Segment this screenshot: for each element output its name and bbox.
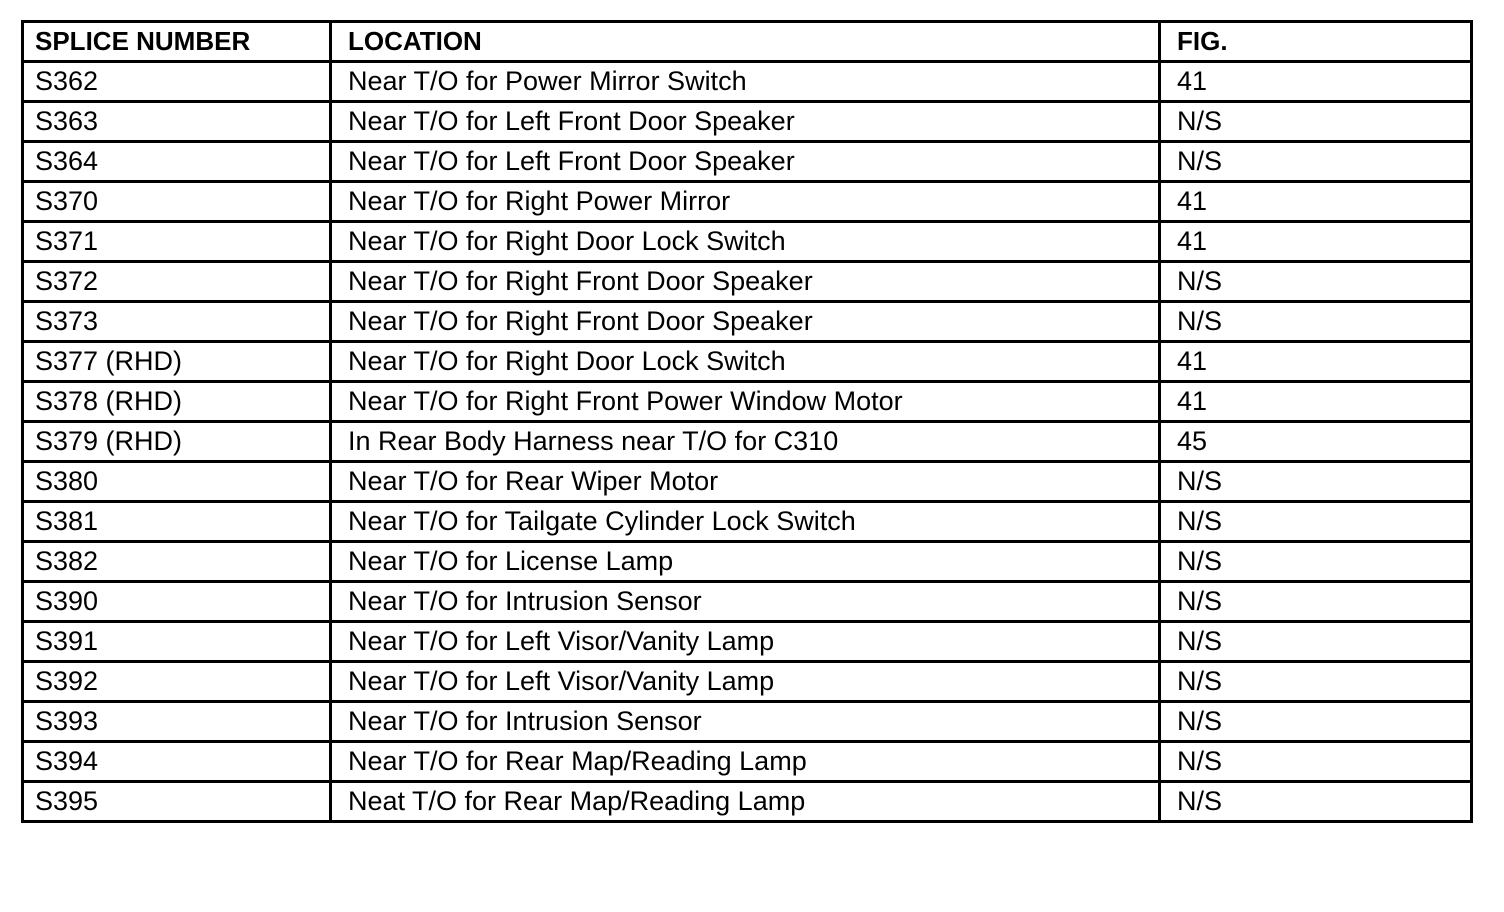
location-cell: Near T/O for Left Front Door Speaker bbox=[331, 102, 1160, 142]
splice-number-cell: S377 (RHD) bbox=[23, 342, 331, 382]
splice-number-cell: S381 bbox=[23, 502, 331, 542]
fig-cell: N/S bbox=[1160, 462, 1472, 502]
table-row bbox=[23, 542, 1472, 582]
table-row bbox=[23, 782, 1472, 822]
table-row bbox=[23, 702, 1472, 742]
table-row bbox=[23, 742, 1472, 782]
fig-cell: 41 bbox=[1160, 382, 1472, 422]
fig-cell: N/S bbox=[1160, 782, 1472, 822]
splice-number-cell: S363 bbox=[23, 102, 331, 142]
table-row bbox=[23, 582, 1472, 622]
fig-cell: N/S bbox=[1160, 502, 1472, 542]
table-row bbox=[23, 342, 1472, 382]
fig-cell: 41 bbox=[1160, 62, 1472, 102]
location-cell: Near T/O for Left Visor/Vanity Lamp bbox=[331, 622, 1160, 662]
location-cell: Near T/O for Right Door Lock Switch bbox=[331, 342, 1160, 382]
location-cell: Near T/O for Left Visor/Vanity Lamp bbox=[331, 662, 1160, 702]
splice-number-cell: S390 bbox=[23, 582, 331, 622]
header-location: LOCATION bbox=[331, 22, 1160, 62]
table-header-row bbox=[23, 22, 1472, 62]
splice-number-cell: S378 (RHD) bbox=[23, 382, 331, 422]
splice-number-cell: S393 bbox=[23, 702, 331, 742]
location-cell: Near T/O for Tailgate Cylinder Lock Switch bbox=[331, 502, 1160, 542]
table-row bbox=[23, 222, 1472, 262]
table-row bbox=[23, 262, 1472, 302]
splice-number-cell: S394 bbox=[23, 742, 331, 782]
table-row bbox=[23, 102, 1472, 142]
location-cell: Near T/O for Rear Wiper Motor bbox=[331, 462, 1160, 502]
table-row bbox=[23, 182, 1472, 222]
location-cell: Near T/O for Right Front Power Window Motor bbox=[331, 382, 1160, 422]
fig-cell: N/S bbox=[1160, 622, 1472, 662]
table-row bbox=[23, 422, 1472, 462]
location-cell: Near T/O for Right Front Door Speaker bbox=[331, 302, 1160, 342]
table-row bbox=[23, 142, 1472, 182]
location-cell: Near T/O for Intrusion Sensor bbox=[331, 582, 1160, 622]
table-row bbox=[23, 502, 1472, 542]
fig-cell: 41 bbox=[1160, 222, 1472, 262]
fig-cell: 41 bbox=[1160, 182, 1472, 222]
location-cell: Neat T/O for Rear Map/Reading Lamp bbox=[331, 782, 1160, 822]
fig-cell: N/S bbox=[1160, 662, 1472, 702]
fig-cell: N/S bbox=[1160, 262, 1472, 302]
location-cell: Near T/O for Right Front Door Speaker bbox=[331, 262, 1160, 302]
location-cell: In Rear Body Harness near T/O for C310 bbox=[331, 422, 1160, 462]
location-cell: Near T/O for Power Mirror Switch bbox=[331, 62, 1160, 102]
header-splice-number: SPLICE NUMBER bbox=[23, 22, 331, 62]
splice-number-cell: S392 bbox=[23, 662, 331, 702]
table-row bbox=[23, 622, 1472, 662]
fig-cell: N/S bbox=[1160, 742, 1472, 782]
location-cell: Near T/O for License Lamp bbox=[331, 542, 1160, 582]
fig-cell: N/S bbox=[1160, 582, 1472, 622]
table-row bbox=[23, 662, 1472, 702]
location-cell: Near T/O for Left Front Door Speaker bbox=[331, 142, 1160, 182]
table-row bbox=[23, 462, 1472, 502]
splice-number-cell: S380 bbox=[23, 462, 331, 502]
fig-cell: 41 bbox=[1160, 342, 1472, 382]
splice-number-cell: S362 bbox=[23, 62, 331, 102]
location-cell: Near T/O for Right Power Mirror bbox=[331, 182, 1160, 222]
splice-number-cell: S379 (RHD) bbox=[23, 422, 331, 462]
fig-cell: N/S bbox=[1160, 542, 1472, 582]
fig-cell: N/S bbox=[1160, 302, 1472, 342]
splice-number-cell: S370 bbox=[23, 182, 331, 222]
splice-number-cell: S373 bbox=[23, 302, 331, 342]
header-fig: FIG. bbox=[1160, 22, 1472, 62]
location-cell: Near T/O for Right Door Lock Switch bbox=[331, 222, 1160, 262]
fig-cell: 45 bbox=[1160, 422, 1472, 462]
fig-cell: N/S bbox=[1160, 142, 1472, 182]
splice-number-cell: S395 bbox=[23, 782, 331, 822]
splice-number-cell: S391 bbox=[23, 622, 331, 662]
location-cell: Near T/O for Intrusion Sensor bbox=[331, 702, 1160, 742]
location-cell: Near T/O for Rear Map/Reading Lamp bbox=[331, 742, 1160, 782]
splice-number-cell: S371 bbox=[23, 222, 331, 262]
splice-number-cell: S372 bbox=[23, 262, 331, 302]
fig-cell: N/S bbox=[1160, 702, 1472, 742]
table-row bbox=[23, 382, 1472, 422]
splice-location-table bbox=[21, 20, 1473, 823]
table-row bbox=[23, 302, 1472, 342]
splice-number-cell: S364 bbox=[23, 142, 331, 182]
splice-number-cell: S382 bbox=[23, 542, 331, 582]
fig-cell: N/S bbox=[1160, 102, 1472, 142]
table-row bbox=[23, 62, 1472, 102]
